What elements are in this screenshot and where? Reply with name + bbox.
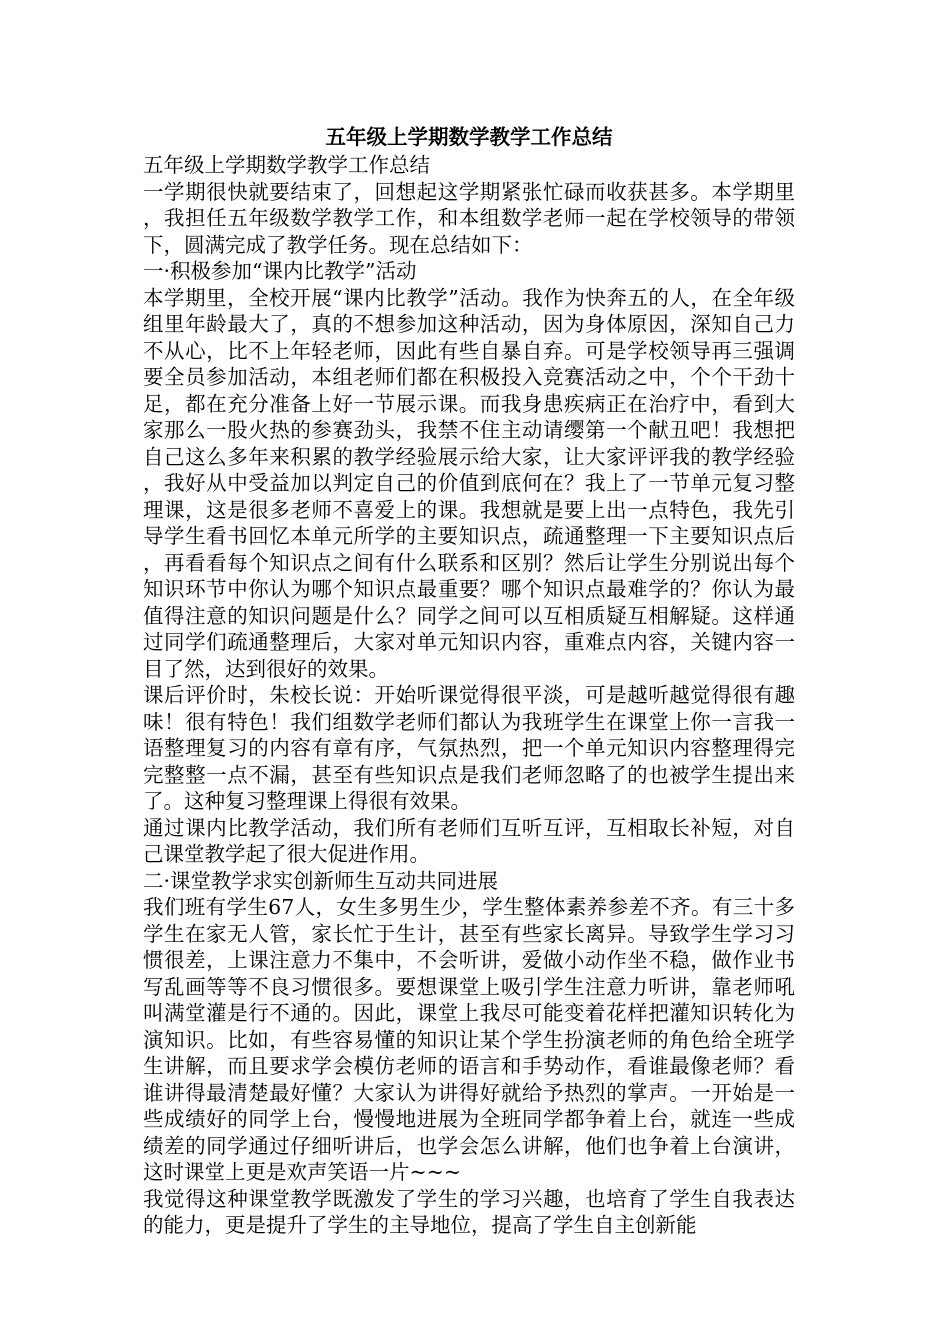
body-paragraph: 通过课内比教学活动，我们所有老师们互听互评，互相取长补短，对自己课堂教学起了很大促进作用。 [143,815,795,866]
section-heading-1: 一·积极参加“课内比教学”活动 [143,259,417,283]
body-paragraph: 我觉得这种课堂教学既激发了学生的学习兴趣，也培育了学生自我表达的能力，更是提升了学生的主导地位，提高了学生自主创新能 [143,1186,795,1237]
document-title: 五年级上学期数学教学工作总结 [325,125,613,149]
body-paragraph: 课后评价时，朱校长说：开始听课觉得很平淡，可是越听越觉得很有趣味！很有特色！我们组数学老师们都认为我班学生在课堂上你一言我一语整理复习的内容有章有序，气氛热烈，把一个单元知识内容整理得完完整整一点不漏，甚至有些知识点是我们老师忽略了的也被学生提出来了。这种复习整理课上得很有效果。 [143,683,795,813]
body-paragraph: 本学期里，全校开展“课内比教学”活动。我作为快奔五的人，在全年级组里年龄最大了，真的不想参加这种活动，因为身体原因，深知自己力不从心，比不上年轻老师，因此有些自暴自弃。可是学校领导再三强调要全员参加活动，本组老师们都在积极投入竞赛活动之中，个个干劲十足，都在充分准备上好一节展示课。而我身患疾病正在治疗中，看到大家那么一股火热的参赛劲头，我禁不住主动请缨第一个献丑吧！我想把自己这么多年来积累的教学经验展示给大家，让大家评评我的教学经验，我好从中受益加以判定自己的价值到底何在？我上了一节单元复习整理课，这是很多老师不喜爱上的课。我想就是要上出一点特色，我先引导学生看书回忆本单元所学的主要知识点，疏通整理一下主要知识点后，再看看每个知识点之间有什么联系和区别？然后让学生分别说出每个知识环节中你认为哪个知识点最重要？哪个知识点最难学的？你认为最值得注意的知识问题是什么？同学之间可以互相质疑互相解疑。这样通过同学们疏通整理后，大家对单元知识内容，重难点内容，关键内容一目了然，达到很好的效果。 [143,285,795,681]
intro-paragraph: 一学期很快就要结束了，回想起这学期紧张忙碌而收获甚多。本学期里，我担任五年级数学教学工作，和本组数学老师一起在学校领导的带领下，圆满完成了教学任务。现在总结如下： [143,179,795,257]
document-body [143,122,795,1239]
body-paragraph: 我们班有学生67人，女生多男生少，学生整体素养参差不齐。有三十多学生在家无人管，家长忙于生计，甚至有些家长离异。导致学生学习习惯很差，上课注意力不集中，不会听讲，爱做小动作坐不稳，做作业书写乱画等等不良习惯很多。要想课堂上吸引学生注意力听讲，靠老师吼叫满堂灌是行不通的。因此，课堂上我尽可能变着花样把灌知识转化为演知识。比如，有些容易懂的知识让某个学生扮演老师的角色给全班学生讲解，而且要求学会模仿老师的语言和手势动作，看谁最像老师？看谁讲得最清楚最好懂？大家认为讲得好就给予热烈的掌声。一开始是一些成绩好的同学上台，慢慢地进展为全班同学都争着上台，就连一些成绩差的同学通过仔细听讲后，也学会怎么讲解，他们也争着上台演讲，这时课堂上更是欢声笑语一片~~~ [143,895,795,1184]
section-heading-2: 二·课堂教学求实创新师生互动共同进展 [143,868,499,893]
subtitle-line: 五年级上学期数学教学工作总结 [143,153,430,177]
